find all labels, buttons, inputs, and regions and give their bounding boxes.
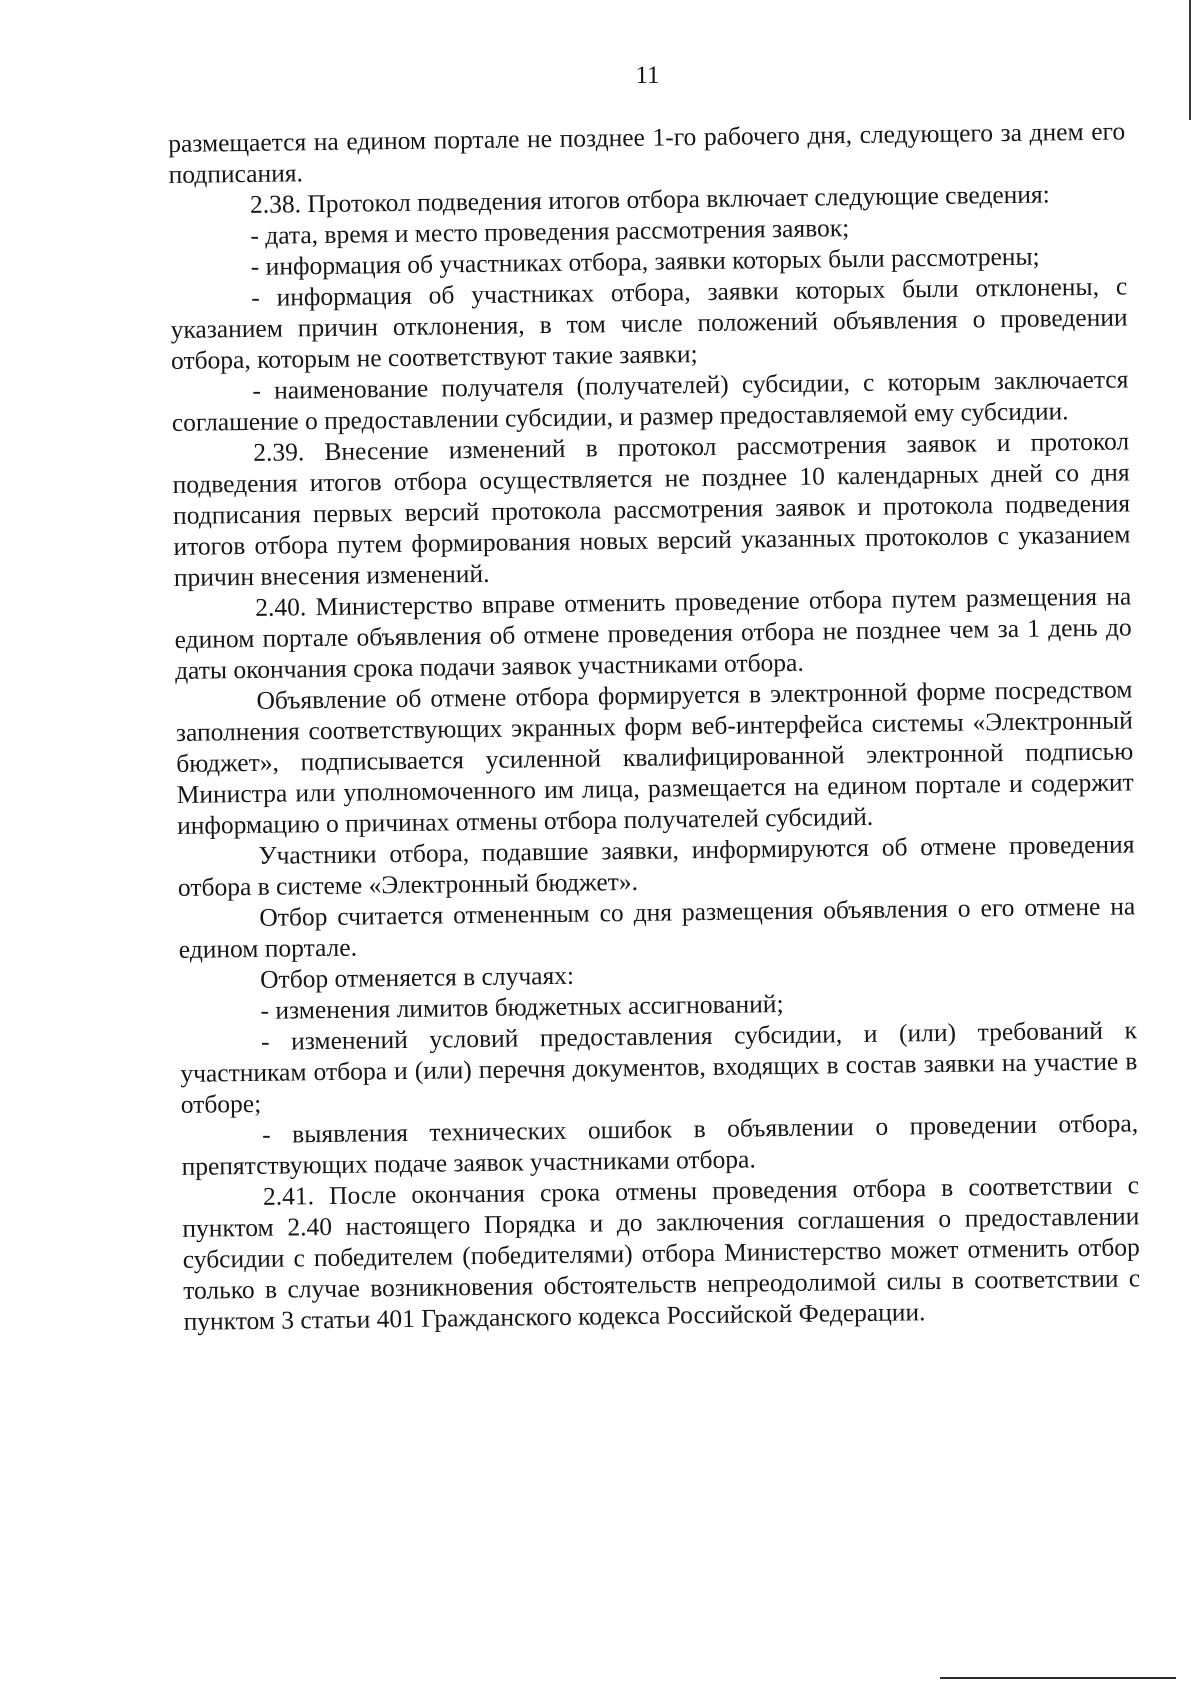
paragraph-participants-informed: Участники отбора, подавшие заявки, информируются об отмене проведения отбора в системе «Электронный бюджет».: [177, 829, 1135, 902]
list-item-technical-errors: - выявления технических ошибок в объявлении о проведении отбора, препятствующих подаче заявок участниками отбора.: [181, 1108, 1139, 1181]
page-number: 11: [635, 62, 660, 89]
list-item-date-time-place: - дата, время и место проведения рассмотрения заявок;: [250, 213, 850, 250]
footer-rule: [940, 1677, 1176, 1679]
paragraph-cancelled-from-date: Отбор считается отмененным со дня размещения объявления о его отмене на едином портале.: [178, 891, 1136, 964]
list-item-rejected-participants: - информация об участниках отбора, заявки которых были отклонены, с указанием причин отклонения, в том числе положений объявления о проведении отбора, которым не соответствуют такие заявки;: [170, 271, 1128, 375]
paragraph-2-40: 2.40. Министерство вправе отменить проведение отбора путем размещения на едином портале объявления об отмене проведения отбора не позднее чем за 1 день до даты окончания срока подачи заявок участниками отбора.: [174, 581, 1132, 685]
paragraph-2-39: 2.39. Внесение изменений в протокол рассмотрения заявок и протокол подведения итогов отбора осуществляется не позднее 10 календарных дней со дня подписания первых версий протокола рассмотрения заявок и протокола подведения итогов отбора путем формирования новых версий указанных протоколов с указанием причин внесения изменений.: [172, 426, 1131, 592]
list-item-reviewed-participants: - информация об участниках отбора, заявки которых были рассмотрены;: [250, 241, 1040, 281]
paragraph-2-41: 2.41. После окончания срока отмены проведения отбора в соответствии с пунктом 2.40 настоящего Порядка и до заключения соглашения о предоставлении субсидии с победителем (победителями) отбора Министерство может отменить отбор только в случае возникновения обстоятельств непреодолимой силы в соответствии с пунктом 3 статьи 401 Гражданского кодекса Российской Федерации.: [182, 1170, 1141, 1336]
paragraph-continuation: размещается на едином портале не позднее 1-го рабочего дня, следующего за днем его подписания.: [168, 116, 1126, 189]
scan-edge-mark: [1189, 0, 1191, 120]
paragraph-cancellation-cases: Отбор отменяется в случаях:: [259, 960, 575, 994]
paragraph-2-38: 2.38. Протокол подведения итогов отбора включает следующие сведения:: [249, 179, 1050, 219]
list-item-conditions-change: - изменений условий предоставления субсидии, и (или) требований к участникам отбора и (или) перечня документов, входящих в состав заявки на участие в отборе;: [180, 1015, 1138, 1119]
list-item-budget-limits: - изменения лимитов бюджетных ассигнований;: [260, 989, 784, 1025]
list-item-recipient-name: - наименование получателя (получателей) субсидии, с которым заключается соглашение о предоставлении субсидии, и размер предоставляемой ему субсидии.: [171, 364, 1129, 437]
document-body: [168, 115, 1141, 1336]
paragraph-cancellation-notice: Объявление об отмене отбора формируется в электронной форме посредством заполнения соответствующих экранных форм веб-интерфейса системы «Электронный бюджет», подписывается усиленной квалифицированной электронной подписью Министра или уполномоченного им лица, размещается на едином портале и содержит информацию о причинах отмены отбора получателей субсидий.: [175, 674, 1134, 840]
